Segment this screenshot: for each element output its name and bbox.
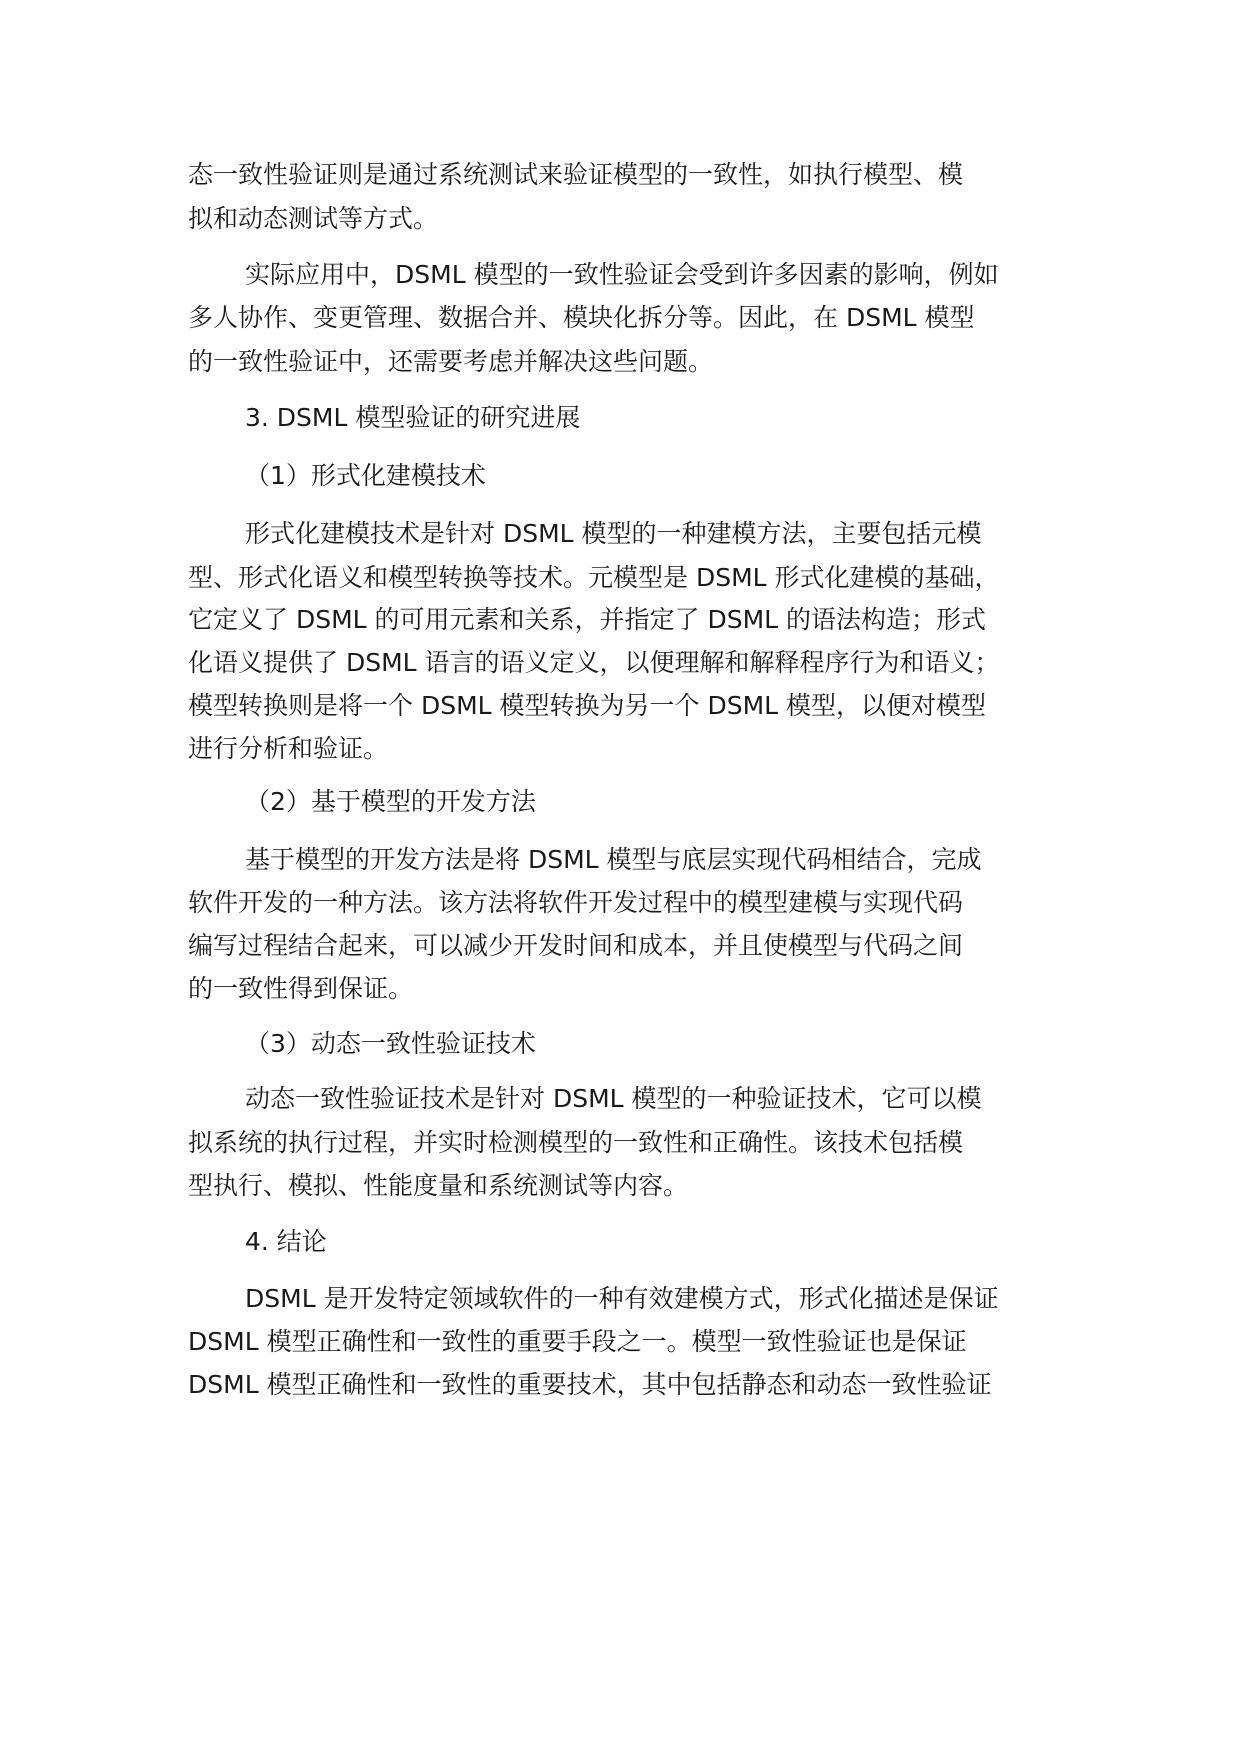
text-line-18: 的一致性得到保证。 <box>188 974 414 1003</box>
text-line-5: 的一致性验证中，还需要考虑并解决这些问题。 <box>188 347 714 376</box>
text-line-25: DSML 模型正确性和一致性的重要手段之一。模型一致性验证也是保证 <box>188 1327 967 1356</box>
text-line-22: 型执行、模拟、性能度量和系统测试等内容。 <box>188 1171 689 1200</box>
text-line-13: 进行分析和验证。 <box>188 734 389 763</box>
text-line-16: 软件开发的一种方法。该方法将软件开发过程中的模型建模与实现代码 <box>188 888 964 917</box>
text-line-9: 型、形式化语义和模型转换等技术。元模型是 DSML 形式化建模的基础， <box>188 563 1000 592</box>
text-line-4: 多人协作、变更管理、数据合并、模块化拆分等。因此，在 DSML 模型 <box>188 303 975 332</box>
text-line-2: 拟和动态测试等方式。 <box>188 204 439 233</box>
text-line-10: 它定义了 DSML 的可用元素和关系，并指定了 DSML 的语法构造；形式 <box>188 605 987 634</box>
text-line-11: 化语义提供了 DSML 语言的语义定义，以便理解和解释程序行为和语义； <box>188 648 1000 677</box>
text-line-8: 形式化建模技术是针对 DSML 模型的一种建模方法，主要包括元模 <box>245 519 982 548</box>
text-line-24: DSML 是开发特定领域软件的一种有效建模方式，形式化描述是保证 <box>245 1284 999 1313</box>
text-line-3: 实际应用中，DSML 模型的一致性验证会受到许多因素的影响，例如 <box>245 260 999 289</box>
section-heading-4: 4. 结论 <box>245 1227 327 1256</box>
text-line-1: 态一致性验证则是通过系统测试来验证模型的一致性，如执行模型、模 <box>188 160 964 189</box>
text-line-21: 拟系统的执行过程，并实时检测模型的一致性和正确性。该技术包括模 <box>188 1128 964 1157</box>
subheading-3: （3）动态一致性验证技术 <box>245 1029 536 1058</box>
text-line-15: 基于模型的开发方法是将 DSML 模型与底层实现代码相结合，完成 <box>245 845 982 874</box>
section-heading-3: 3. DSML 模型验证的研究进展 <box>245 403 581 432</box>
text-line-12: 模型转换则是将一个 DSML 模型转换为另一个 DSML 模型，以便对模型 <box>188 691 987 720</box>
text-line-20: 动态一致性验证技术是针对 DSML 模型的一种验证技术，它可以模 <box>245 1084 982 1113</box>
text-line-26: DSML 模型正确性和一致性的重要技术，其中包括静态和动态一致性验证 <box>188 1370 992 1399</box>
subheading-2: （2）基于模型的开发方法 <box>245 787 536 816</box>
text-line-17: 编写过程结合起来，可以减少开发时间和成本，并且使模型与代码之间 <box>188 931 964 960</box>
subheading-1: （1）形式化建模技术 <box>245 461 486 490</box>
